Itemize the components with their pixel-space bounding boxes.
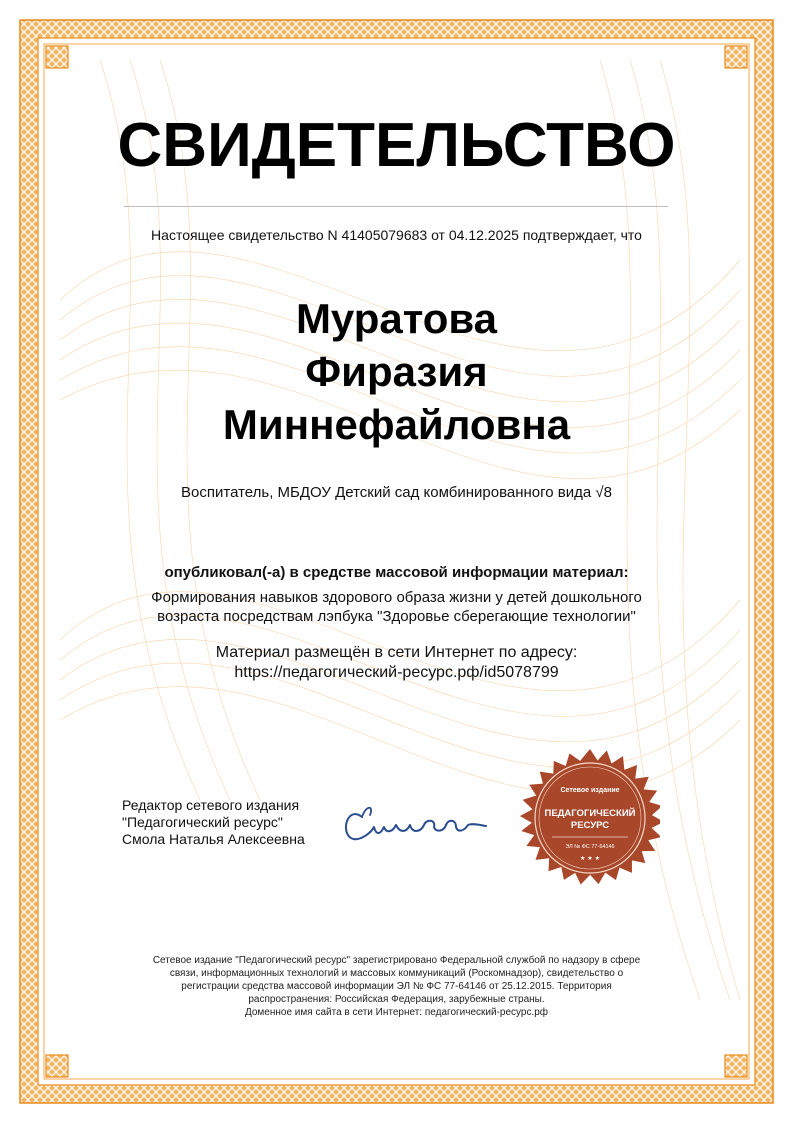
footer-line-3: регистрации средства массовой информации ЭЛ № ФС 77-64146 от 25.12.2015. Территория (181, 981, 612, 992)
footer-line-1: Сетевое издание "Педагогический ресурс" зарегистрировано Федеральной службой по надзору в сфере (152, 955, 641, 966)
recipient-name (0, 292, 793, 451)
registration-footer (120, 954, 673, 1019)
seal-name-line2: РЕСУРС (570, 820, 610, 831)
footer-line-5: Доменное имя сайта в сети Интернет: педагогический-ресурс.рф (244, 1007, 549, 1018)
seal-stars: ★ ★ ★ (580, 855, 600, 862)
material-title: Формирования навыков здорового образа жизни у детей дошкольного возраста посредствам лэпбука "Здоровье сберегающие технологии" (151, 589, 642, 625)
editor-block (122, 797, 352, 848)
editor-name: Смола Наталья Алексеевна (122, 831, 305, 847)
recipient-first-name: Фиразия (305, 348, 488, 395)
seal-name-line1: ПЕДАГОГИЧЕСКИЙ (544, 808, 636, 819)
material-url-block (0, 643, 793, 683)
published-label: опубликовал(-а) в средстве массовой информации материал: (164, 564, 629, 581)
material-url: https://педагогический-ресурс.рф/id5078799 (234, 664, 559, 681)
title-divider (124, 206, 668, 207)
editor-title: Редактор сетевого издания (122, 797, 300, 813)
seal-top-text: Сетевое издание (560, 787, 620, 794)
recipient-position: Воспитатель, МБДОУ Детский сад комбинированного вида √8 (181, 484, 612, 501)
material-url-label: Материал размещён в сети Интернет по адресу: (215, 644, 578, 661)
recipient-surname: Муратова (295, 295, 498, 342)
editor-publication: "Педагогический ресурс" (122, 814, 283, 830)
recipient-patronymic: Миннефайловна (222, 401, 571, 448)
certificate-title: СВИДЕТЕЛЬСТВО (117, 111, 676, 180)
certificate-intro: Настоящее свидетельство N 41405079683 от 04.12.2025 подтверждает, что (151, 227, 642, 243)
editor-signature (340, 795, 490, 850)
publication-seal (520, 748, 660, 888)
footer-line-4: распространения: Российская Федерация, зарубежные страны. (248, 994, 545, 1005)
footer-line-2: связи, информационных технологий и массовых коммуникаций (Роскомнадзор), свидетельство о (169, 968, 624, 979)
seal-license: ЭЛ № ФС 77-64146 (565, 844, 615, 850)
